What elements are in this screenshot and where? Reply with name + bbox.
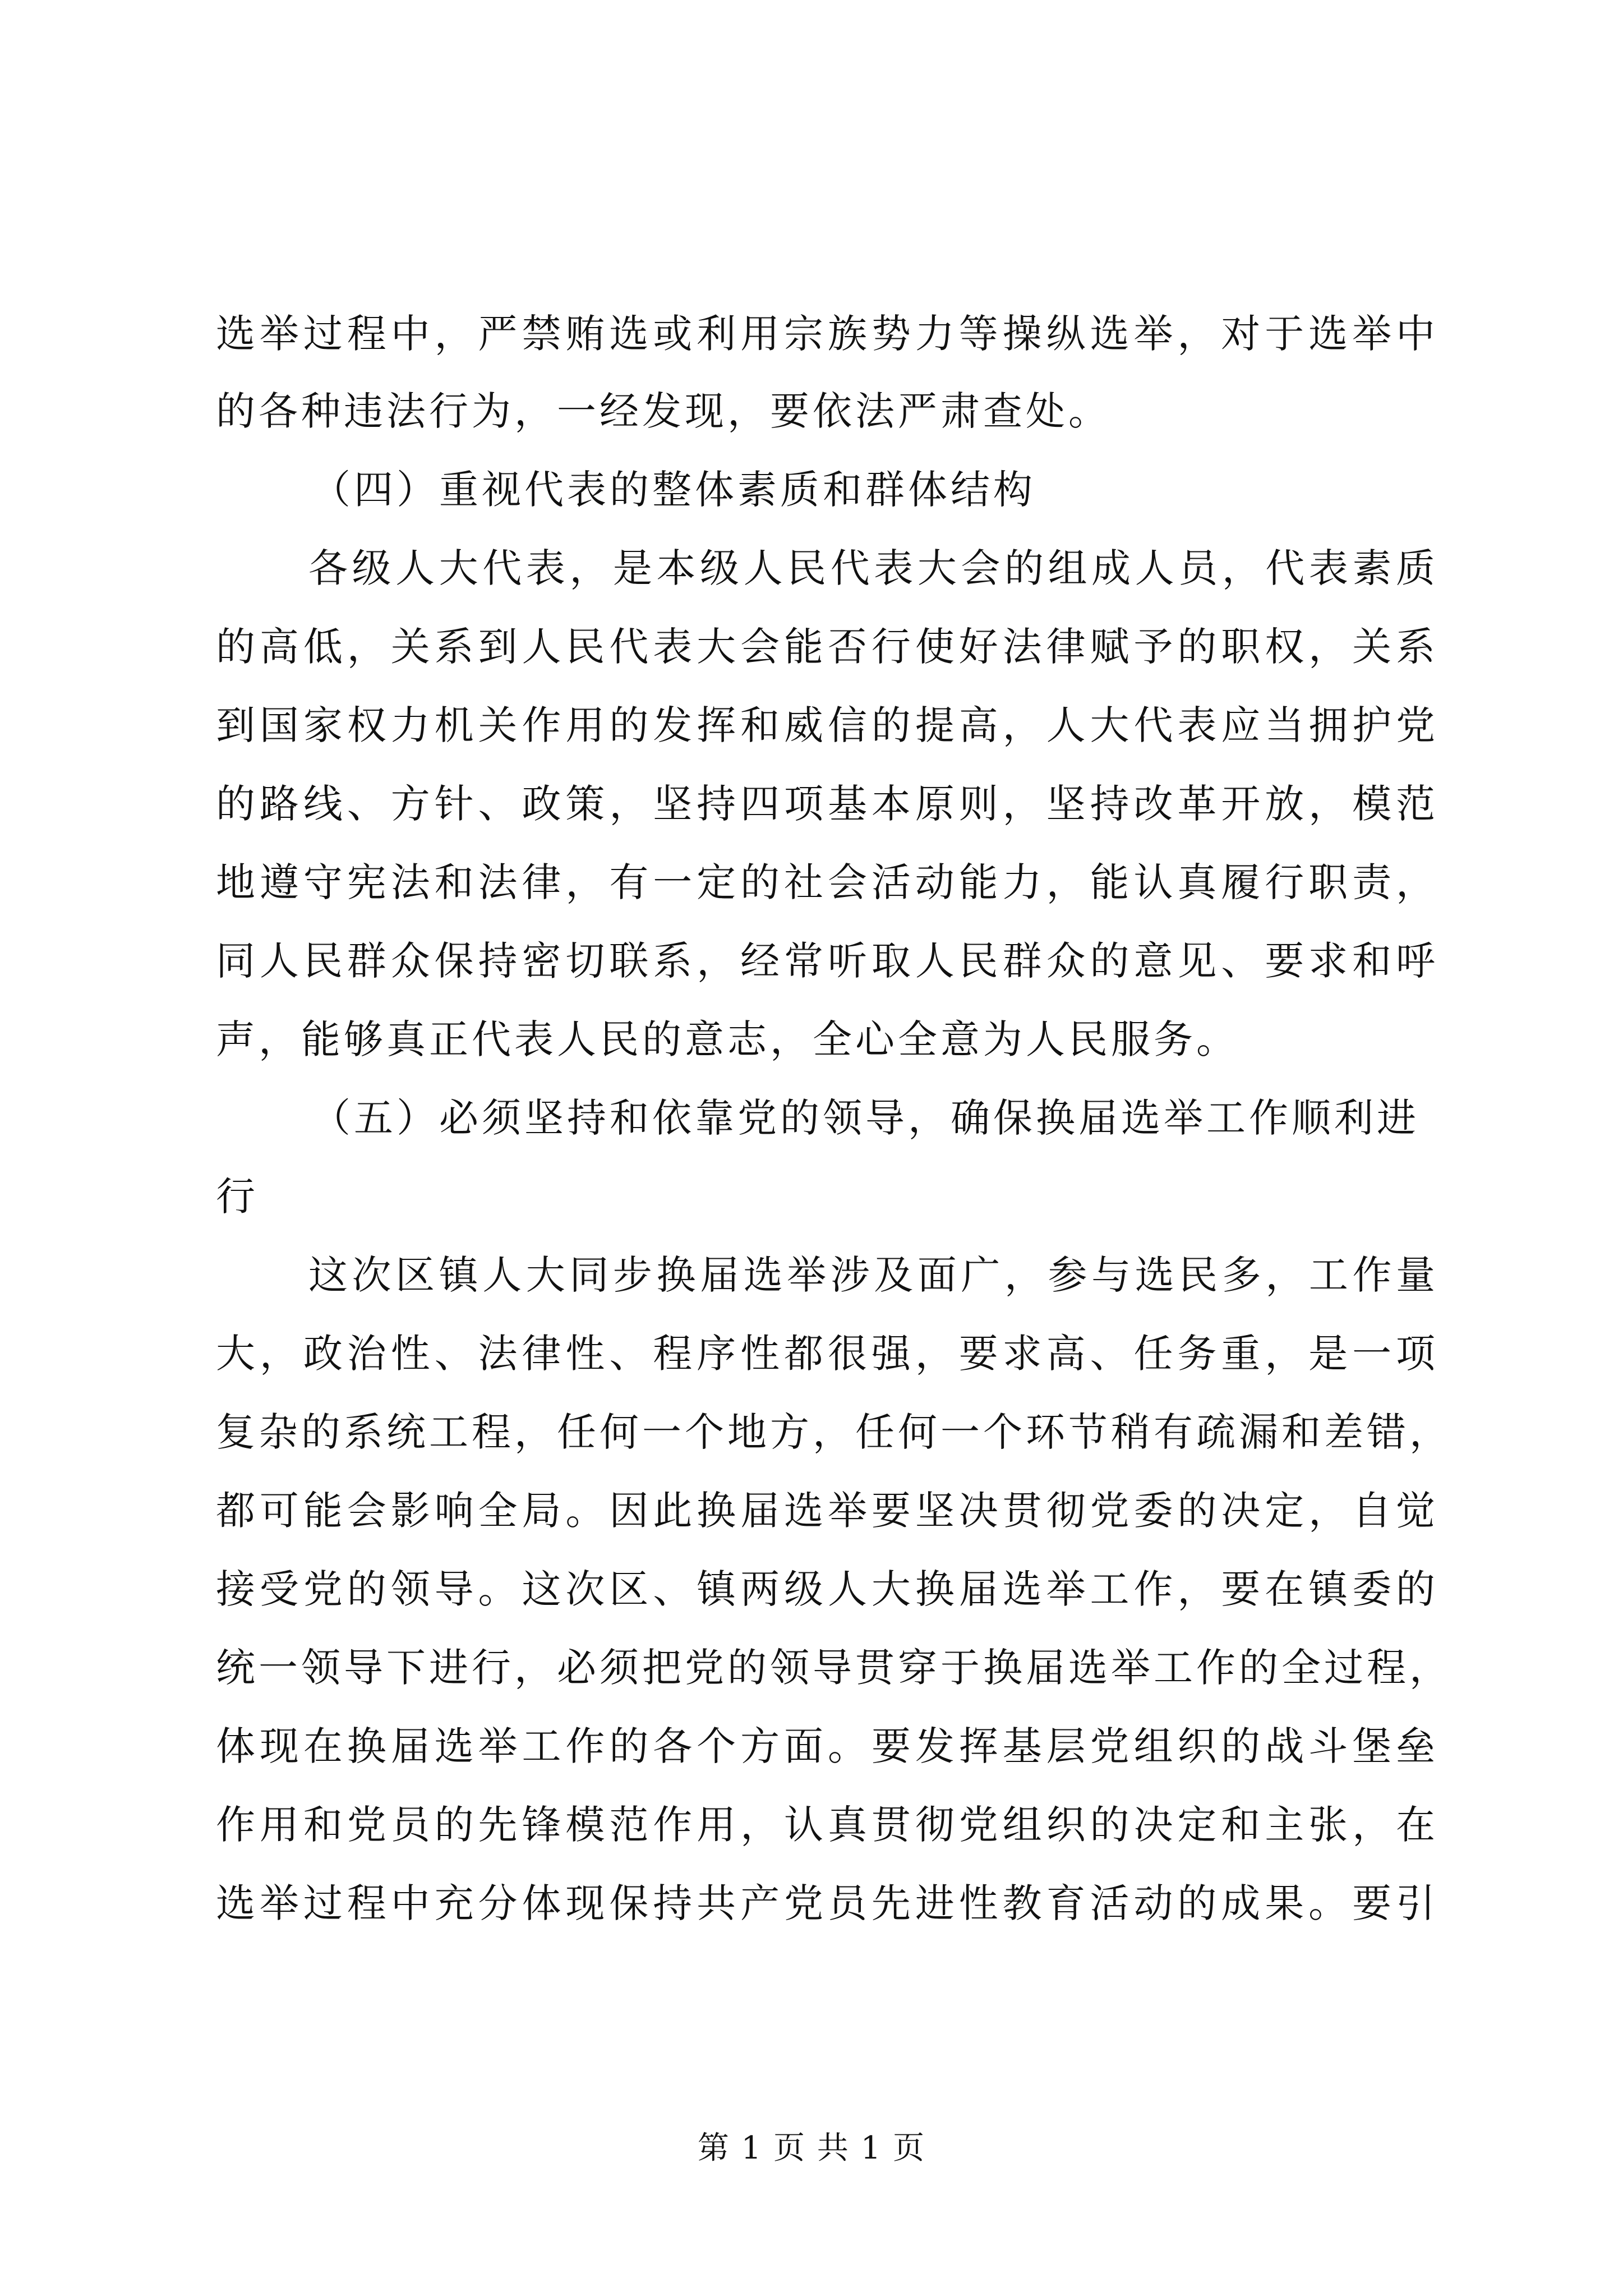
text-line: 都可能会影响全局。因此换届选举要坚决贯彻党委的决定，自觉 <box>216 1488 1438 1534</box>
text-line: 体现在换届选举工作的各个方面。要发挥基层党组织的战斗堡垒 <box>216 1723 1438 1769</box>
text-line: 到国家权力机关作用的发挥和威信的提高，人大代表应当拥护党 <box>216 702 1438 748</box>
text-line: 接受党的领导。这次区、镇两级人大换届选举工作，要在镇委的 <box>216 1566 1438 1612</box>
text-line: 声，能够真正代表人民的意志，全心全意为人民服务。 <box>216 1016 1239 1062</box>
text-line: 各级人大代表，是本级人民代表大会的组成人员，代表素质 <box>308 545 1438 591</box>
text-line: 的各种违法行为，一经发现，要依法严肃查处。 <box>216 388 1111 434</box>
text-line: 同人民群众保持密切联系，经常听取人民群众的意见、要求和呼 <box>216 938 1438 984</box>
section-heading: （四）重视代表的整体素质和群体结构 <box>311 467 1036 513</box>
text-line: 这次区镇人大同步换届选举涉及面广，参与选民多，工作量 <box>308 1252 1438 1298</box>
section-heading: （五）必须坚持和依靠党的领导，确保换届选举工作顺利进 <box>311 1095 1419 1141</box>
text-line: 作用和党员的先锋模范作用，认真贯彻党组织的决定和主张，在 <box>216 1802 1438 1848</box>
text-line: 大，政治性、法律性、程序性都很强，要求高、任务重，是一项 <box>216 1331 1438 1377</box>
text-line: 的路线、方针、政策，坚持四项基本原则，坚持改革开放，模范 <box>216 781 1438 827</box>
text-line: 选举过程中，严禁贿选或利用宗族势力等操纵选举，对于选举中 <box>216 311 1438 357</box>
text-line: 选举过程中充分体现保持共产党员先进性教育活动的成果。要引 <box>216 1880 1438 1926</box>
text-line: 统一领导下进行，必须把党的领导贯穿于换届选举工作的全过程， <box>216 1645 1452 1691</box>
text-line: 复杂的系统工程，任何一个地方，任何一个环节稍有疏漏和差错， <box>216 1409 1452 1455</box>
section-heading-continuation: 行 <box>216 1174 259 1220</box>
page-number-footer: 第 1 页 共 1 页 <box>697 2130 926 2166</box>
text-line: 的高低，关系到人民代表大会能否行使好法律赋予的职权，关系 <box>216 624 1438 670</box>
text-line: 地遵守宪法和法律，有一定的社会活动能力，能认真履行职责， <box>216 859 1438 905</box>
